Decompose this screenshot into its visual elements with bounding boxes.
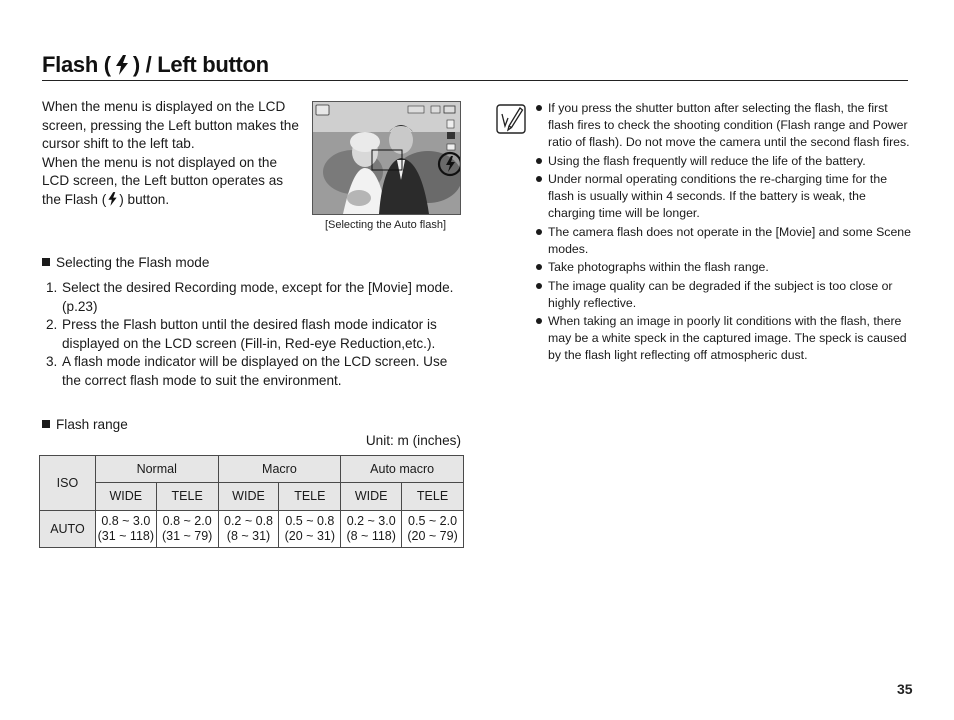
value-meters: 0.8 ~ 2.0 [162,514,212,528]
selecting-heading-text: Selecting the Flash mode [56,255,210,270]
step-item [46,279,466,316]
steps-list [46,279,466,391]
flash-icon [114,55,130,75]
value-inches: (8 ~ 118) [346,529,396,543]
selecting-heading [42,255,209,270]
notes-list [535,100,911,366]
sub-header: WIDE [95,483,156,511]
note-pencil-icon [496,104,526,134]
flash-range-table [39,455,464,548]
title-suffix: ) / Left button [132,52,269,77]
step-number: 2. [46,317,58,333]
table-cell [218,511,279,548]
step-text: Press the Flash button until the desired flash mode indicator is displayed on the LCD screen (Fill-in, Red-eye Reduction,etc.). [62,317,437,351]
row-label: AUTO [40,511,96,548]
note-item: Take photographs within the flash range. [535,259,911,276]
value-meters: 0.5 ~ 2.0 [408,514,458,528]
value-meters: 0.8 ~ 3.0 [101,514,151,528]
battery-icon [444,106,455,113]
value-inches: (8 ~ 31) [226,529,271,543]
value-meters: 0.2 ~ 3.0 [346,514,396,528]
sub-header: WIDE [341,483,402,511]
note-item: The image quality can be degraded if the subject is too close or highly reflective. [535,278,911,312]
intro-text [42,98,304,210]
lcd-caption: [Selecting the Auto flash] [324,219,447,231]
flash-range-heading [42,417,128,432]
value-inches: (31 ~ 79) [161,529,213,543]
sub-header: TELE [156,483,218,511]
square-bullet-icon [42,258,50,266]
flash-icon [107,192,118,206]
table-row [40,511,464,548]
intro-p2-before: When the menu is not displayed on the LCD screen, the Left button operates as the Flash ( [42,154,284,207]
step-number: 1. [46,280,58,295]
value-meters: 0.2 ~ 0.8 [224,514,273,528]
title-prefix: Flash ( [42,52,111,77]
group-header-macro: Macro [218,456,341,483]
page-number: 35 [897,681,913,697]
value-inches: (20 ~ 79) [407,529,458,543]
intro-paragraph-1: When the menu is displayed on the LCD screen, pressing the Left button makes the cursor shift to the left tab. [42,99,299,152]
group-header-normal: Normal [95,456,218,483]
step-text: A flash mode indicator will be displayed on the LCD screen. Use the correct flash mode to suit the environment. [62,354,448,388]
value-inches: (20 ~ 31) [284,529,336,543]
sub-header: TELE [279,483,341,511]
intro-p2-after: ) button. [119,191,170,207]
table-cell [402,511,464,548]
note-item: When taking an image in poorly lit conditions with the flash, there may be a white speck in the captured image. The speck is caused by the flash light reflecting off atmospheric dust. [535,313,911,364]
group-header-auto-macro: Auto macro [341,456,464,483]
table-cell [95,511,156,548]
mode-icon [316,105,329,115]
value-inches: (31 ~ 118) [97,529,155,543]
note-item: If you press the shutter button after selecting the flash, the first flash fires to check the shooting condition (Flash range and Power ratio of flash). Do not move the camera until the second flash fires. [535,100,911,151]
note-item: Under normal operating conditions the re-charging time for the flash is usually within 4 seconds. If the battery is weak, the charging time will be longer. [535,171,911,222]
page-title [42,52,269,78]
note-item: The camera flash does not operate in the [Movie] and some Scene modes. [535,224,911,258]
flash-range-heading-text: Flash range [56,417,128,432]
step-item [46,316,466,353]
table-cell [279,511,341,548]
table-cell [341,511,402,548]
note-item: Using the flash frequently will reduce the life of the battery. [535,153,911,170]
sub-header: WIDE [218,483,279,511]
intro-paragraph-2 [42,154,304,210]
step-number: 3. [46,354,58,370]
value-meters: 0.5 ~ 0.8 [285,514,335,528]
table-subheader-row [40,483,464,511]
step-text: Select the desired Recording mode, except for the [Movie] mode. (p.23) [62,280,454,314]
step-item [46,353,466,390]
lcd-screenshot [312,101,461,215]
lcd-photo [313,102,460,214]
title-divider [42,80,908,81]
table-header-row [40,456,464,483]
iso-header: ISO [40,456,96,511]
table-cell [156,511,218,548]
sub-header: TELE [402,483,464,511]
unit-label: Unit: m (inches) [365,433,461,448]
square-bullet-icon [42,420,50,428]
